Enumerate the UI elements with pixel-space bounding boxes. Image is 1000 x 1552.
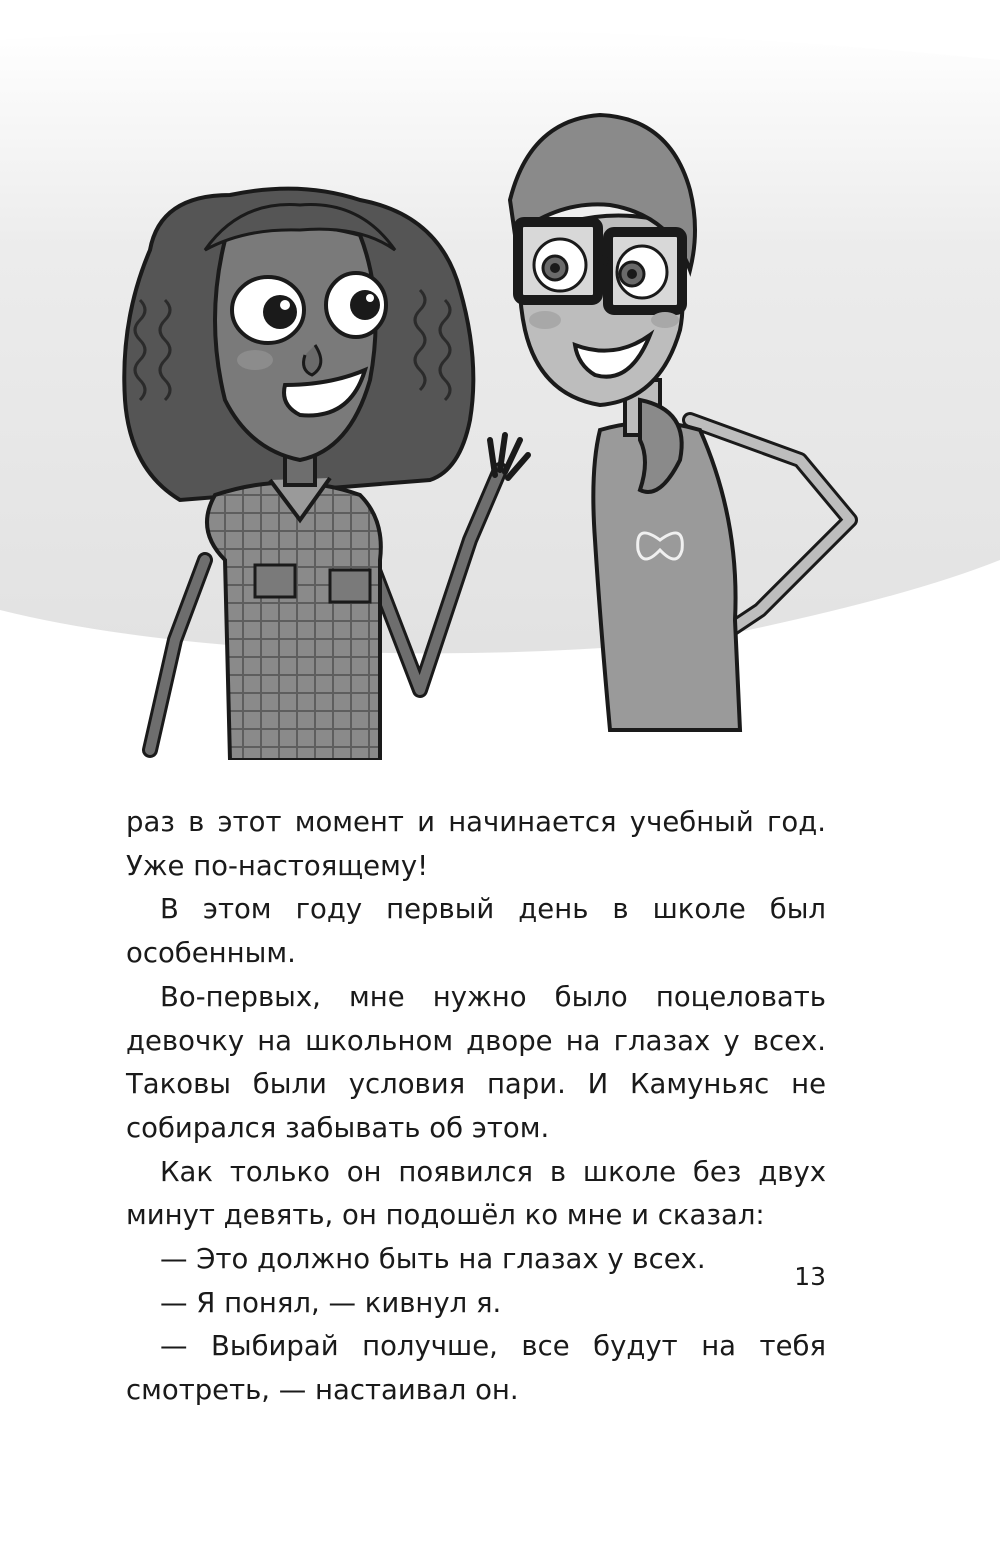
dialogue-line: — Я понял, — кивнул я. <box>160 1286 502 1319</box>
paragraph: В этом году первый день в школе был особенным. <box>126 893 826 970</box>
text-body <box>126 801 826 1413</box>
page-number: 13 <box>794 1262 826 1291</box>
two-girls-illustration-icon <box>0 0 1000 760</box>
dialogue-line: — Это должно быть на глазах у всех. <box>160 1243 706 1276</box>
paragraph: раз в этот момент и начинается учебный год. Уже по-настоящему! <box>126 806 826 882</box>
dialogue-line: — Выбирай получше, все будут на тебя смотреть, — настаивал он. <box>126 1330 826 1407</box>
paragraph: Во-первых, мне нужно было поцеловать девочку на школьном дворе на глазах у всех. Таковы были условия пари. И Камуньяс не собирался забывать об этом. <box>126 980 826 1144</box>
paragraph: Как только он появился в школе без двух минут девять, он подошёл ко мне и сказал: <box>126 1155 826 1232</box>
